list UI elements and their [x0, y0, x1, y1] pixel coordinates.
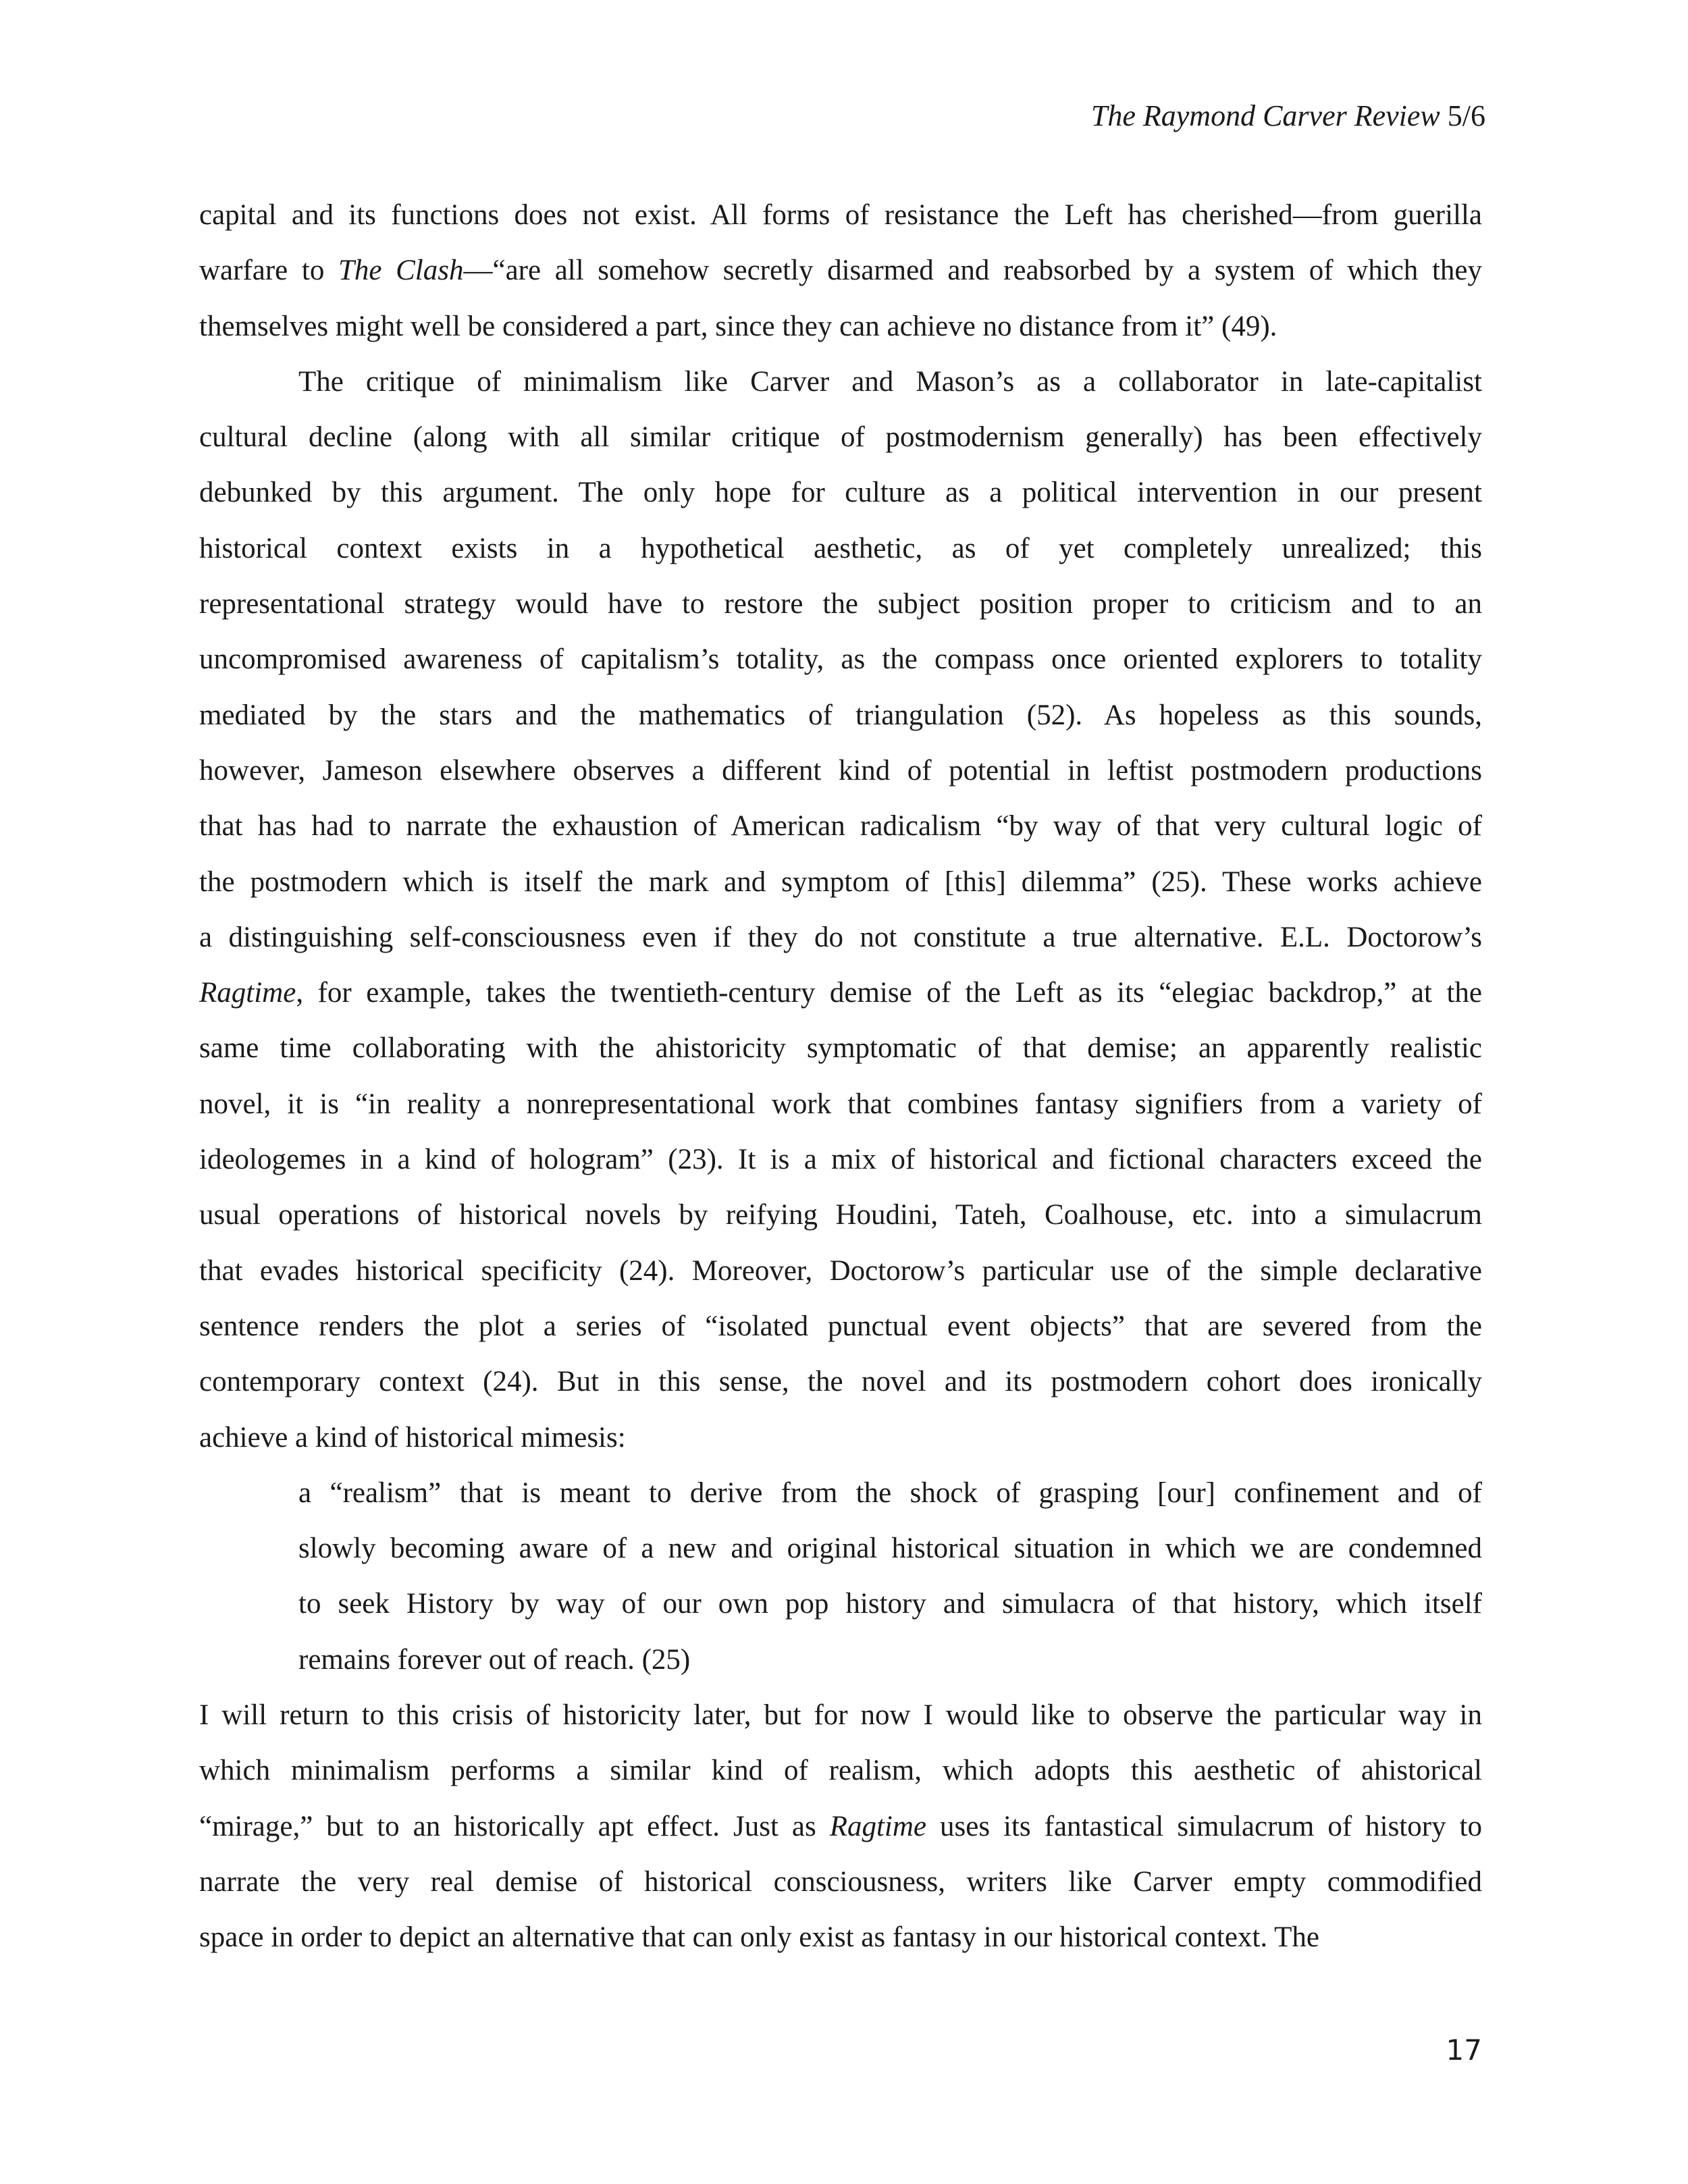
text-line: representational strategy would have to restore the subject position proper to criticism and to an: [199, 588, 1482, 620]
paragraph-1: [199, 188, 1482, 354]
text-line: that evades historical specificity (24). Moreover, Doctorow’s particular use of the simple declarative: [199, 1254, 1482, 1287]
block-quote: [199, 1466, 1482, 1688]
italic-title: The Clash: [338, 255, 464, 287]
text-line: that has had to narrate the exhaustion of American radicalism “by way of that very cultural logic of: [199, 810, 1482, 843]
text-span: warfare to: [199, 255, 338, 287]
quote-line: to seek History by way of our own pop history and simulacra of that history, which itself: [298, 1588, 1482, 1620]
body-text: [199, 188, 1482, 1966]
text-line: contemporary context (24). But in this sense, the novel and its postmodern cohort does ironically: [199, 1366, 1482, 1398]
issue-number: 5/6: [1447, 99, 1485, 132]
text-line: achieve a kind of historical mimesis:: [199, 1421, 626, 1454]
text-line: space in order to depict an alternative that can only exist as fantasy in our historical context. The: [199, 1921, 1319, 1954]
quote-line: slowly becoming aware of a new and original historical situation in which we are condemned: [298, 1533, 1482, 1565]
text-line: the postmodern which is itself the mark and symptom of [this] dilemma” (25). These works achieve: [199, 865, 1482, 898]
text-span: “mirage,” but to an historically apt effect. Just as: [199, 1810, 830, 1842]
paragraph-2: [199, 354, 1482, 1466]
text-line: [199, 1799, 1482, 1855]
text-line: novel, it is “in reality a nonrepresentational work that combines fantasy signifiers from a variety of: [199, 1088, 1482, 1120]
text-span: —“are all somehow secretly disarmed and reabsorbed by a system of which they: [463, 255, 1482, 287]
text-line: I will return to this crisis of historicity later, but for now I would like to observe the particular way in: [199, 1699, 1482, 1732]
text-line: ideologemes in a kind of hologram” (23). It is a mix of historical and fictional characters exceed the: [199, 1144, 1482, 1176]
quote-line: remains forever out of reach. (25): [298, 1643, 691, 1676]
text-line: same time collaborating with the ahistoricity symptomatic of that demise; an apparently realistic: [199, 1032, 1482, 1065]
italic-title: Ragtime: [829, 1810, 927, 1842]
text-span: , for example, takes the twentieth-century demise of the Left as its “elegiac backdrop,” at the: [296, 977, 1482, 1009]
journal-title: The Raymond Carver Review: [1090, 99, 1440, 132]
text-line: debunked by this argument. The only hope for culture as a political intervention in our present: [199, 477, 1482, 509]
text-line: sentence renders the plot a series of “isolated punctual event objects” that are severed from the: [199, 1310, 1482, 1342]
text-line: capital and its functions does not exist. All forms of resistance the Left has cherished—from guerilla: [199, 199, 1482, 231]
text-line: narrate the very real demise of historical consciousness, writers like Carver empty commodified: [199, 1865, 1482, 1898]
text-line: however, Jameson elsewhere observes a different kind of potential in leftist postmodern productions: [199, 754, 1482, 787]
text-line: mediated by the stars and the mathematics of triangulation (52). As hopeless as this sounds,: [199, 699, 1482, 731]
page-number: 17: [1446, 2033, 1482, 2067]
italic-title: Ragtime: [199, 977, 296, 1009]
running-header: [1091, 96, 1485, 136]
paragraph-3: [199, 1688, 1482, 1965]
text-span: uses its fantastical simulacrum of history to: [926, 1810, 1482, 1842]
text-line: [199, 965, 1482, 1021]
text-line: usual operations of historical novels by reifying Houdini, Tateh, Coalhouse, etc. into a simulacrum: [199, 1199, 1482, 1231]
text-line: historical context exists in a hypothetical aesthetic, as of yet completely unrealized; this: [199, 532, 1482, 564]
text-line: a distinguishing self-consciousness even if they do not constitute a true alternative. E.L. Doctorow’s: [199, 921, 1482, 953]
text-line: cultural decline (along with all similar critique of postmodernism generally) has been effectively: [199, 421, 1482, 454]
text-line: which minimalism performs a similar kind of realism, which adopts this aesthetic of ahistorical: [199, 1755, 1482, 1787]
text-line: themselves might well be considered a part, since they can achieve no distance from it” (49).: [199, 310, 1277, 342]
text-line: The critique of minimalism like Carver and Mason’s as a collaborator in late-capitalist: [298, 365, 1482, 398]
text-line: uncompromised awareness of capitalism’s totality, as the compass once oriented explorers to totality: [199, 643, 1482, 676]
text-line: [199, 243, 1482, 298]
quote-line: a “realism” that is meant to derive from the shock of grasping [our] confinement and of: [298, 1476, 1482, 1509]
